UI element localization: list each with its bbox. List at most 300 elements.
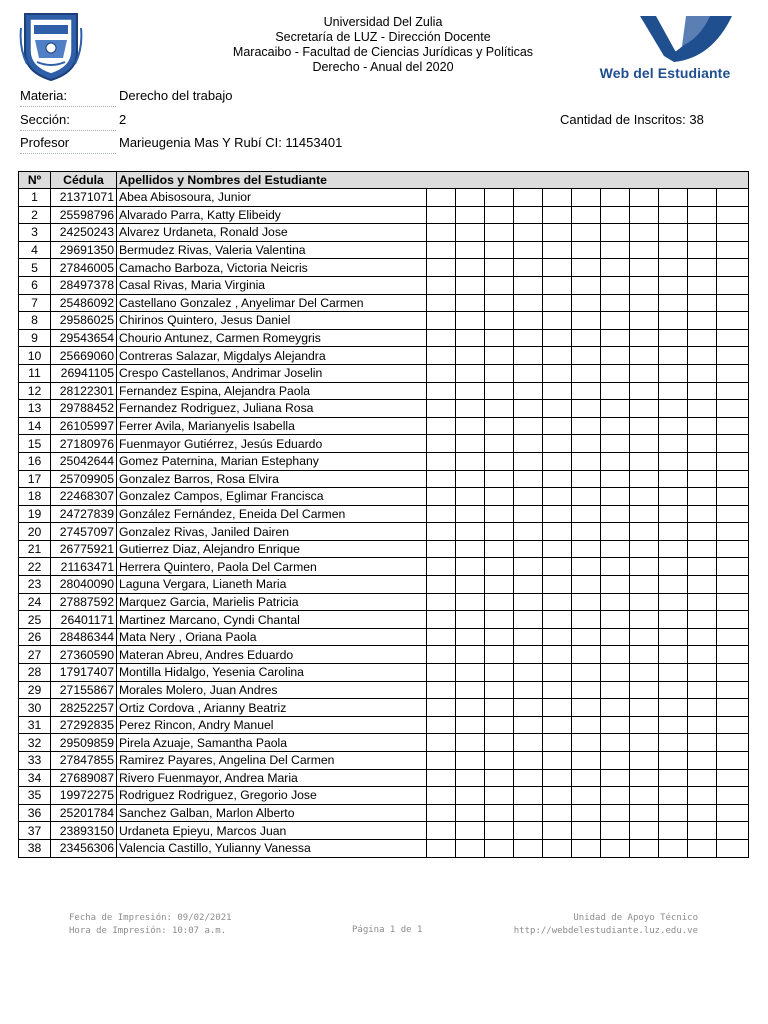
grade-cell	[456, 540, 485, 558]
grade-cell	[717, 452, 749, 470]
grade-cell	[456, 646, 485, 664]
row-cedula: 27887592	[51, 593, 117, 611]
grade-cell	[572, 839, 601, 857]
grade-cell	[717, 189, 749, 207]
row-cedula: 25042644	[51, 452, 117, 470]
grade-cell	[717, 822, 749, 840]
grade-cell	[427, 364, 456, 382]
grade-cell	[485, 224, 514, 242]
grade-cell	[485, 734, 514, 752]
grade-cell	[572, 540, 601, 558]
row-cedula: 23893150	[51, 822, 117, 840]
profesor-label: Profesor	[20, 133, 116, 154]
grade-cell	[485, 523, 514, 541]
logo-text: Web del Estudiante	[599, 65, 731, 81]
row-student-name: Valencia Castillo, Yulianny Vanessa	[117, 839, 427, 857]
grade-cell	[543, 505, 572, 523]
grade-cell	[659, 734, 688, 752]
grade-cell	[659, 699, 688, 717]
row-number: 36	[19, 804, 51, 822]
grade-cell	[717, 276, 749, 294]
row-cedula: 24250243	[51, 224, 117, 242]
grade-cell	[456, 488, 485, 506]
row-cedula: 23456306	[51, 839, 117, 857]
grade-cell	[456, 822, 485, 840]
table-row	[19, 294, 749, 312]
grade-cell	[688, 259, 717, 277]
row-cedula: 26105997	[51, 417, 117, 435]
table-row	[19, 716, 749, 734]
table-row	[19, 787, 749, 805]
table-row	[19, 681, 749, 699]
grade-cell	[514, 417, 543, 435]
row-number: 22	[19, 558, 51, 576]
grade-cell	[688, 347, 717, 365]
table-row	[19, 189, 749, 207]
row-number: 18	[19, 488, 51, 506]
row-cedula: 25201784	[51, 804, 117, 822]
grade-cell	[514, 312, 543, 330]
grade-cell	[572, 752, 601, 770]
grade-cell	[427, 804, 456, 822]
grade-cell	[543, 276, 572, 294]
row-number: 27	[19, 646, 51, 664]
grade-cell	[717, 787, 749, 805]
grade-cell	[630, 734, 659, 752]
row-number: 38	[19, 839, 51, 857]
grade-cell	[427, 822, 456, 840]
grade-cell	[485, 276, 514, 294]
grade-cell	[717, 505, 749, 523]
row-number: 35	[19, 787, 51, 805]
row-student-name: Gonzalez Campos, Eglimar Francisca	[117, 488, 427, 506]
grade-cell	[514, 276, 543, 294]
grade-cell	[659, 488, 688, 506]
row-student-name: Ortiz Cordova , Arianny Beatriz	[117, 699, 427, 717]
grade-cell	[688, 804, 717, 822]
grade-cell	[427, 699, 456, 717]
grade-cell	[456, 241, 485, 259]
grade-cell	[485, 400, 514, 418]
grade-cell	[456, 664, 485, 682]
print-info	[69, 912, 232, 938]
grade-cell	[572, 312, 601, 330]
grade-cell	[601, 347, 630, 365]
grade-cell	[688, 576, 717, 594]
grade-cell	[717, 259, 749, 277]
row-student-name: Alvarado Parra, Katty Elibeidy	[117, 206, 427, 224]
row-cedula: 27689087	[51, 769, 117, 787]
grade-cell	[456, 382, 485, 400]
grade-cell	[456, 523, 485, 541]
grade-cell	[717, 400, 749, 418]
grade-cell	[630, 611, 659, 629]
grade-cell	[427, 470, 456, 488]
grade-cell	[630, 294, 659, 312]
grade-cell	[543, 699, 572, 717]
grade-cell	[717, 294, 749, 312]
grade-cell	[717, 593, 749, 611]
grade-cell	[659, 558, 688, 576]
grade-cell	[572, 681, 601, 699]
row-number: 33	[19, 752, 51, 770]
table-row	[19, 576, 749, 594]
grade-cell	[630, 329, 659, 347]
row-cedula: 27360590	[51, 646, 117, 664]
row-cedula: 27457097	[51, 523, 117, 541]
table-row	[19, 452, 749, 470]
grade-cell	[717, 769, 749, 787]
grade-cell	[572, 523, 601, 541]
row-number: 5	[19, 259, 51, 277]
grade-cell	[717, 435, 749, 453]
table-row	[19, 312, 749, 330]
grade-cell	[630, 488, 659, 506]
grade-cell	[456, 839, 485, 857]
row-cedula: 29586025	[51, 312, 117, 330]
grade-cell	[543, 822, 572, 840]
support-unit: Unidad de Apoyo Técnico	[573, 913, 698, 923]
grade-cell	[630, 699, 659, 717]
grade-cell	[572, 822, 601, 840]
row-cedula: 22468307	[51, 488, 117, 506]
grade-cell	[543, 452, 572, 470]
grade-cell	[659, 435, 688, 453]
print-date: Fecha de Impresión: 09/02/2021	[69, 913, 232, 923]
row-student-name: Morales Molero, Juan Andres	[117, 681, 427, 699]
grade-cell	[601, 435, 630, 453]
row-student-name: Fernandez Rodriguez, Juliana Rosa	[117, 400, 427, 418]
grade-cell	[688, 505, 717, 523]
grade-cell	[717, 329, 749, 347]
grade-cell	[717, 206, 749, 224]
grade-cell	[630, 312, 659, 330]
grade-cell	[659, 769, 688, 787]
grade-cell	[630, 822, 659, 840]
row-student-name: Pirela Azuaje, Samantha Paola	[117, 734, 427, 752]
row-number: 9	[19, 329, 51, 347]
grade-cell	[688, 452, 717, 470]
table-row	[19, 488, 749, 506]
grade-cell	[601, 699, 630, 717]
header-line-facultad: Maracaibo - Facultad de Ciencias Jurídicas y Políticas	[232, 45, 534, 59]
grade-cell	[601, 628, 630, 646]
grade-cell	[485, 435, 514, 453]
grade-cell	[543, 259, 572, 277]
row-cedula: 29691350	[51, 241, 117, 259]
grade-cell	[601, 822, 630, 840]
grade-cell	[630, 382, 659, 400]
row-number: 37	[19, 822, 51, 840]
table-row	[19, 593, 749, 611]
grade-cell	[543, 769, 572, 787]
grade-cell	[659, 224, 688, 242]
grade-cell	[717, 699, 749, 717]
table-row	[19, 734, 749, 752]
row-student-name: Abea Abisosoura, Junior	[117, 189, 427, 207]
table-row	[19, 769, 749, 787]
row-number: 7	[19, 294, 51, 312]
grade-cell	[456, 804, 485, 822]
grade-cell	[688, 787, 717, 805]
row-number: 11	[19, 364, 51, 382]
grade-cell	[543, 804, 572, 822]
grade-cell	[543, 417, 572, 435]
grade-cell	[601, 664, 630, 682]
row-cedula: 25669060	[51, 347, 117, 365]
grade-cell	[456, 699, 485, 717]
grade-cell	[688, 523, 717, 541]
grade-cell	[630, 664, 659, 682]
grade-cell	[572, 259, 601, 277]
grade-cell	[514, 699, 543, 717]
grade-cell	[659, 400, 688, 418]
grade-cell	[688, 382, 717, 400]
row-number: 29	[19, 681, 51, 699]
row-number: 34	[19, 769, 51, 787]
grade-cell	[543, 470, 572, 488]
grade-cell	[659, 681, 688, 699]
table-row	[19, 804, 749, 822]
grade-cell	[659, 646, 688, 664]
grade-cell	[659, 452, 688, 470]
row-number: 1	[19, 189, 51, 207]
row-student-name: Ferrer Avila, Marianyelis Isabella	[117, 417, 427, 435]
grade-cell	[514, 734, 543, 752]
grade-cell	[688, 364, 717, 382]
grade-cell	[630, 716, 659, 734]
row-number: 16	[19, 452, 51, 470]
grade-cell	[601, 523, 630, 541]
row-cedula: 21371071	[51, 189, 117, 207]
grade-cell	[427, 769, 456, 787]
grade-cell	[485, 189, 514, 207]
grade-cell	[572, 382, 601, 400]
grade-cell	[572, 488, 601, 506]
grade-cell	[485, 576, 514, 594]
grade-cell	[485, 664, 514, 682]
grade-cell	[514, 769, 543, 787]
grade-cell	[630, 540, 659, 558]
row-student-name: Chirinos Quintero, Jesus Daniel	[117, 312, 427, 330]
table-row	[19, 699, 749, 717]
table-row	[19, 382, 749, 400]
grade-cell	[688, 417, 717, 435]
grade-cell	[427, 241, 456, 259]
row-student-name: Camacho Barboza, Victoria Neicris	[117, 259, 427, 277]
table-row	[19, 259, 749, 277]
grade-cell	[601, 400, 630, 418]
row-student-name: Crespo Castellanos, Andrimar Joselin	[117, 364, 427, 382]
row-number: 12	[19, 382, 51, 400]
grade-cell	[456, 734, 485, 752]
grade-cell	[514, 294, 543, 312]
grade-cell	[717, 611, 749, 629]
grade-cell	[688, 488, 717, 506]
grade-cell	[514, 400, 543, 418]
grade-cell	[659, 382, 688, 400]
grade-cell	[630, 364, 659, 382]
grade-cell	[630, 839, 659, 857]
grade-cell	[514, 435, 543, 453]
grade-cell	[688, 752, 717, 770]
grade-cell	[717, 241, 749, 259]
grade-cell	[717, 523, 749, 541]
table-row	[19, 664, 749, 682]
grade-cell	[543, 189, 572, 207]
grade-cell	[717, 312, 749, 330]
grade-cell	[485, 505, 514, 523]
grade-cell	[485, 593, 514, 611]
grade-cell	[630, 276, 659, 294]
grade-cell	[630, 558, 659, 576]
row-student-name: Bermudez Rivas, Valeria Valentina	[117, 241, 427, 259]
row-number: 28	[19, 664, 51, 682]
grade-cell	[601, 189, 630, 207]
grade-cell	[572, 347, 601, 365]
grade-cell	[659, 470, 688, 488]
row-student-name: Gutierrez Diaz, Alejandro Enrique	[117, 540, 427, 558]
grade-cell	[601, 488, 630, 506]
grade-cell	[717, 734, 749, 752]
grade-cell	[572, 206, 601, 224]
grade-cell	[659, 611, 688, 629]
row-student-name: Fuenmayor Gutiérrez, Jesús Eduardo	[117, 435, 427, 453]
grade-cell	[485, 558, 514, 576]
grade-cell	[427, 452, 456, 470]
grade-cell	[572, 593, 601, 611]
grade-cell	[427, 734, 456, 752]
grade-cell	[456, 505, 485, 523]
grade-cell	[456, 576, 485, 594]
grade-cell	[427, 646, 456, 664]
grade-cell	[630, 452, 659, 470]
grade-cell	[688, 593, 717, 611]
grade-cell	[427, 435, 456, 453]
row-student-name: Ramirez Payares, Angelina Del Carmen	[117, 752, 427, 770]
row-number: 19	[19, 505, 51, 523]
grade-cell	[688, 329, 717, 347]
table-row	[19, 558, 749, 576]
grade-cell	[659, 276, 688, 294]
grade-cell	[485, 488, 514, 506]
grade-cell	[456, 593, 485, 611]
grade-cell	[601, 769, 630, 787]
grade-cell	[427, 224, 456, 242]
row-student-name: Sanchez Galban, Marlon Alberto	[117, 804, 427, 822]
grade-cell	[572, 400, 601, 418]
grade-cell	[688, 769, 717, 787]
grade-cell	[456, 417, 485, 435]
grade-cell	[601, 276, 630, 294]
row-student-name: Alvarez Urdaneta, Ronald Jose	[117, 224, 427, 242]
grade-cell	[688, 276, 717, 294]
grade-cell	[543, 628, 572, 646]
web-del-estudiante-logo	[590, 12, 740, 82]
grade-cell	[717, 347, 749, 365]
grade-cell	[688, 646, 717, 664]
grade-cell	[601, 294, 630, 312]
grade-cell	[572, 189, 601, 207]
row-cedula: 25598796	[51, 206, 117, 224]
grade-cell	[572, 364, 601, 382]
seccion-value: 2	[119, 112, 127, 127]
materia-label: Materia:	[20, 86, 116, 107]
grade-cell	[514, 611, 543, 629]
grade-cell	[456, 628, 485, 646]
grade-cell	[688, 611, 717, 629]
grade-cell	[572, 241, 601, 259]
row-cedula: 26941105	[51, 364, 117, 382]
grade-cell	[601, 470, 630, 488]
grade-cell	[514, 839, 543, 857]
row-cedula: 28122301	[51, 382, 117, 400]
row-student-name: Perez Rincon, Andry Manuel	[117, 716, 427, 734]
row-cedula: 25486092	[51, 294, 117, 312]
row-cedula: 26401171	[51, 611, 117, 629]
grade-cell	[717, 839, 749, 857]
row-number: 17	[19, 470, 51, 488]
grade-cell	[572, 417, 601, 435]
grade-cell	[601, 646, 630, 664]
grade-cell	[456, 276, 485, 294]
grade-cell	[543, 488, 572, 506]
grade-cell	[543, 347, 572, 365]
grade-cell	[688, 716, 717, 734]
support-info	[514, 912, 698, 938]
row-cedula: 29509859	[51, 734, 117, 752]
university-seal-icon	[19, 8, 83, 82]
grade-cell	[688, 540, 717, 558]
header-line-secretaria: Secretaría de LUZ - Dirección Docente	[275, 30, 491, 44]
grade-cell	[572, 576, 601, 594]
grade-cell	[543, 364, 572, 382]
grade-cell	[543, 435, 572, 453]
grade-cell	[572, 224, 601, 242]
grade-cell	[601, 312, 630, 330]
grade-cell	[601, 364, 630, 382]
grade-cell	[456, 769, 485, 787]
grade-cell	[543, 329, 572, 347]
grade-cell	[456, 435, 485, 453]
grade-cell	[572, 470, 601, 488]
grade-cell	[427, 259, 456, 277]
grade-cell	[514, 822, 543, 840]
grade-cell	[572, 734, 601, 752]
grade-cell	[456, 364, 485, 382]
grade-cell	[659, 593, 688, 611]
grade-cell	[717, 646, 749, 664]
grade-cell	[572, 804, 601, 822]
grade-cell	[659, 787, 688, 805]
grade-cell	[601, 804, 630, 822]
grade-cell	[543, 382, 572, 400]
grade-cell	[572, 505, 601, 523]
grade-cell	[630, 224, 659, 242]
grade-cell	[427, 382, 456, 400]
grade-cell	[485, 312, 514, 330]
grade-cell	[485, 769, 514, 787]
row-student-name: Castellano Gonzalez , Anyelimar Del Carmen	[117, 294, 427, 312]
grade-cell	[630, 505, 659, 523]
grade-cell	[543, 646, 572, 664]
grade-cell	[485, 839, 514, 857]
grade-cell	[543, 400, 572, 418]
row-cedula: 24727839	[51, 505, 117, 523]
grade-cell	[688, 822, 717, 840]
grade-cell	[427, 716, 456, 734]
row-number: 25	[19, 611, 51, 629]
